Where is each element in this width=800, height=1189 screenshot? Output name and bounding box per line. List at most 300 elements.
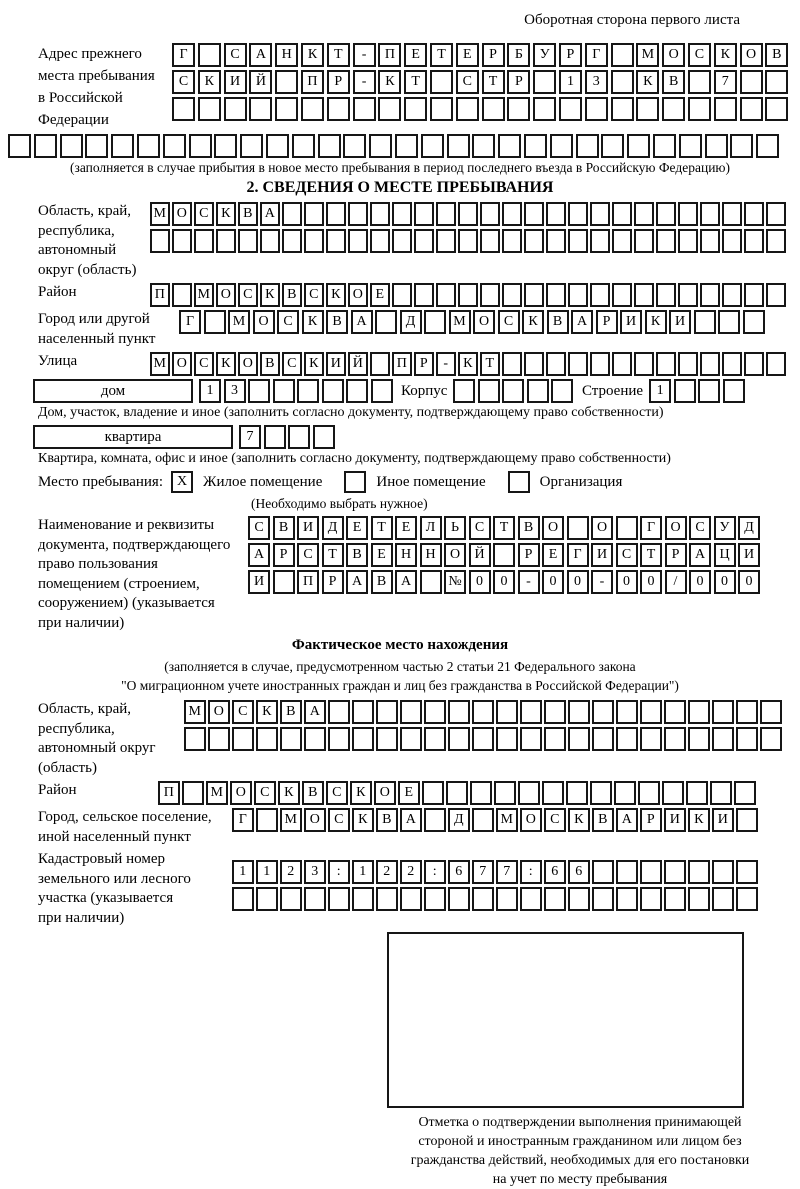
char-box[interactable]: И	[591, 543, 613, 567]
char-box[interactable]	[376, 887, 398, 911]
char-box[interactable]: В	[547, 310, 569, 334]
char-box[interactable]: К	[198, 70, 221, 94]
char-box[interactable]	[318, 134, 341, 158]
char-box[interactable]	[328, 727, 350, 751]
char-box[interactable]	[447, 134, 470, 158]
char-box[interactable]	[424, 887, 446, 911]
checkbox-organization[interactable]	[508, 471, 530, 493]
char-box[interactable]	[612, 229, 632, 253]
char-box[interactable]	[376, 727, 398, 751]
char-box[interactable]: Л	[420, 516, 442, 540]
char-box[interactable]: В	[273, 516, 295, 540]
char-box[interactable]	[592, 700, 614, 724]
char-box[interactable]: М	[280, 808, 302, 832]
char-box[interactable]: А	[689, 543, 711, 567]
char-box[interactable]: С	[232, 700, 254, 724]
char-box[interactable]: Б	[507, 43, 530, 67]
char-box[interactable]	[458, 229, 478, 253]
char-box[interactable]: П	[158, 781, 180, 805]
char-box[interactable]	[420, 570, 442, 594]
char-box[interactable]	[520, 727, 542, 751]
char-box[interactable]: 7	[714, 70, 737, 94]
char-box[interactable]	[568, 229, 588, 253]
char-box[interactable]: Й	[249, 70, 272, 94]
char-box[interactable]	[686, 781, 708, 805]
char-box[interactable]: С	[277, 310, 299, 334]
char-box[interactable]	[616, 887, 638, 911]
char-box[interactable]	[280, 887, 302, 911]
char-box[interactable]	[502, 379, 524, 403]
char-box[interactable]: О	[304, 808, 326, 832]
char-box[interactable]	[224, 97, 247, 121]
char-box[interactable]: Р	[665, 543, 687, 567]
char-box[interactable]: Ц	[714, 543, 736, 567]
char-box[interactable]	[736, 727, 758, 751]
char-box[interactable]	[328, 887, 350, 911]
char-box[interactable]: П	[297, 570, 319, 594]
char-box[interactable]: С	[194, 202, 214, 226]
char-box[interactable]: С	[689, 516, 711, 540]
char-box[interactable]: Г	[567, 543, 589, 567]
char-box[interactable]	[172, 229, 192, 253]
char-box[interactable]: О	[591, 516, 613, 540]
char-box[interactable]	[698, 379, 720, 403]
char-box[interactable]: Н	[275, 43, 298, 67]
char-box[interactable]	[524, 352, 544, 376]
char-box[interactable]	[370, 229, 390, 253]
char-box[interactable]	[507, 97, 530, 121]
char-box[interactable]	[638, 781, 660, 805]
char-box[interactable]: А	[571, 310, 593, 334]
char-box[interactable]	[266, 134, 289, 158]
char-box[interactable]	[590, 352, 610, 376]
char-box[interactable]	[688, 700, 710, 724]
char-box[interactable]: С	[328, 808, 350, 832]
char-box[interactable]: О	[216, 283, 236, 307]
char-box[interactable]	[282, 229, 302, 253]
char-box[interactable]	[611, 97, 634, 121]
char-box[interactable]	[60, 134, 83, 158]
char-box[interactable]	[502, 283, 522, 307]
char-box[interactable]: 7	[496, 860, 518, 884]
char-box[interactable]	[765, 70, 788, 94]
char-box[interactable]	[304, 727, 326, 751]
char-box[interactable]: Т	[493, 516, 515, 540]
char-box[interactable]	[392, 202, 412, 226]
char-box[interactable]	[568, 887, 590, 911]
char-box[interactable]	[611, 43, 634, 67]
char-box[interactable]	[8, 134, 31, 158]
char-box[interactable]	[744, 202, 764, 226]
char-box[interactable]: М	[150, 352, 170, 376]
char-box[interactable]	[352, 887, 374, 911]
char-box[interactable]	[640, 860, 662, 884]
char-box[interactable]: Т	[482, 70, 505, 94]
char-box[interactable]: В	[238, 202, 258, 226]
char-box[interactable]	[634, 202, 654, 226]
char-box[interactable]: -	[436, 352, 456, 376]
char-box[interactable]	[348, 202, 368, 226]
char-box[interactable]	[527, 379, 549, 403]
char-box[interactable]: В	[765, 43, 788, 67]
char-box[interactable]	[611, 70, 634, 94]
char-box[interactable]	[414, 229, 434, 253]
char-box[interactable]: Р	[482, 43, 505, 67]
char-box[interactable]: 7	[239, 425, 261, 449]
char-box[interactable]: К	[301, 43, 324, 67]
char-box[interactable]	[494, 781, 516, 805]
char-box[interactable]	[472, 887, 494, 911]
char-box[interactable]	[85, 134, 108, 158]
char-box[interactable]	[743, 310, 765, 334]
char-box[interactable]	[653, 134, 676, 158]
char-box[interactable]	[280, 727, 302, 751]
char-box[interactable]	[533, 97, 556, 121]
char-box[interactable]	[352, 727, 374, 751]
char-box[interactable]: :	[328, 860, 350, 884]
char-box[interactable]: С	[688, 43, 711, 67]
char-box[interactable]: Т	[404, 70, 427, 94]
char-box[interactable]	[576, 134, 599, 158]
char-box[interactable]: В	[518, 516, 540, 540]
char-box[interactable]	[328, 700, 350, 724]
char-box[interactable]	[627, 134, 650, 158]
checkbox-other-premises[interactable]	[344, 471, 366, 493]
char-box[interactable]	[208, 727, 230, 751]
char-box[interactable]: И	[712, 808, 734, 832]
char-box[interactable]	[189, 134, 212, 158]
char-box[interactable]: П	[392, 352, 412, 376]
char-box[interactable]: 1	[352, 860, 374, 884]
char-box[interactable]: Т	[371, 516, 393, 540]
char-box[interactable]	[544, 727, 566, 751]
char-box[interactable]: Р	[273, 543, 295, 567]
char-box[interactable]	[256, 887, 278, 911]
char-box[interactable]: Е	[398, 781, 420, 805]
char-box[interactable]: Г	[232, 808, 254, 832]
char-box[interactable]	[656, 283, 676, 307]
char-box[interactable]	[546, 283, 566, 307]
char-box[interactable]	[458, 283, 478, 307]
char-box[interactable]: О	[542, 516, 564, 540]
char-box[interactable]	[348, 229, 368, 253]
char-box[interactable]	[448, 887, 470, 911]
char-box[interactable]: -	[353, 70, 376, 94]
char-box[interactable]	[612, 283, 632, 307]
char-box[interactable]	[414, 283, 434, 307]
char-box[interactable]	[678, 352, 698, 376]
char-box[interactable]: О	[172, 352, 192, 376]
char-box[interactable]	[448, 700, 470, 724]
char-box[interactable]: П	[150, 283, 170, 307]
char-box[interactable]	[392, 229, 412, 253]
char-box[interactable]: 3	[304, 860, 326, 884]
char-box[interactable]: В	[376, 808, 398, 832]
char-box[interactable]	[568, 202, 588, 226]
char-box[interactable]	[612, 352, 632, 376]
char-box[interactable]: И	[224, 70, 247, 94]
char-box[interactable]: С	[616, 543, 638, 567]
char-box[interactable]: О	[662, 43, 685, 67]
char-box[interactable]: 0	[542, 570, 564, 594]
char-box[interactable]	[304, 202, 324, 226]
char-box[interactable]: -	[591, 570, 613, 594]
char-box[interactable]	[353, 97, 376, 121]
char-box[interactable]	[326, 229, 346, 253]
char-box[interactable]: -	[353, 43, 376, 67]
char-box[interactable]: О	[172, 202, 192, 226]
char-box[interactable]	[496, 700, 518, 724]
char-box[interactable]	[546, 202, 566, 226]
char-box[interactable]: С	[304, 283, 324, 307]
char-box[interactable]	[544, 887, 566, 911]
char-box[interactable]	[590, 229, 610, 253]
char-box[interactable]	[436, 283, 456, 307]
char-box[interactable]	[264, 425, 286, 449]
char-box[interactable]	[679, 134, 702, 158]
char-box[interactable]	[688, 70, 711, 94]
char-box[interactable]: 2	[376, 860, 398, 884]
char-box[interactable]: Г	[172, 43, 195, 67]
char-box[interactable]: Р	[559, 43, 582, 67]
char-box[interactable]	[678, 283, 698, 307]
char-box[interactable]	[592, 887, 614, 911]
char-box[interactable]	[370, 352, 390, 376]
char-box[interactable]	[765, 97, 788, 121]
char-box[interactable]: О	[253, 310, 275, 334]
char-box[interactable]: К	[522, 310, 544, 334]
char-box[interactable]: П	[301, 70, 324, 94]
char-box[interactable]	[371, 379, 393, 403]
char-box[interactable]	[656, 202, 676, 226]
char-box[interactable]: О	[348, 283, 368, 307]
char-box[interactable]: К	[636, 70, 659, 94]
char-box[interactable]	[430, 70, 453, 94]
char-box[interactable]	[736, 887, 758, 911]
char-box[interactable]	[760, 700, 782, 724]
char-box[interactable]	[482, 97, 505, 121]
char-box[interactable]	[734, 781, 756, 805]
char-box[interactable]: А	[304, 700, 326, 724]
char-box[interactable]: 0	[738, 570, 760, 594]
char-box[interactable]: И	[297, 516, 319, 540]
char-box[interactable]	[458, 202, 478, 226]
char-box[interactable]	[688, 887, 710, 911]
char-box[interactable]: 1	[232, 860, 254, 884]
char-box[interactable]	[712, 860, 734, 884]
char-box[interactable]	[736, 808, 758, 832]
char-box[interactable]: Т	[430, 43, 453, 67]
char-box[interactable]	[448, 727, 470, 751]
char-box[interactable]	[546, 229, 566, 253]
char-box[interactable]: О	[444, 543, 466, 567]
char-box[interactable]: :	[520, 860, 542, 884]
char-box[interactable]	[111, 134, 134, 158]
char-box[interactable]: Т	[327, 43, 350, 67]
char-box[interactable]: О	[473, 310, 495, 334]
char-box[interactable]: Р	[327, 70, 350, 94]
char-box[interactable]	[472, 700, 494, 724]
char-box[interactable]	[614, 781, 636, 805]
char-box[interactable]	[640, 887, 662, 911]
char-box[interactable]	[524, 229, 544, 253]
char-box[interactable]	[343, 134, 366, 158]
char-box[interactable]	[400, 700, 422, 724]
char-box[interactable]	[249, 97, 272, 121]
char-box[interactable]	[712, 727, 734, 751]
char-box[interactable]: М	[194, 283, 214, 307]
char-box[interactable]	[137, 134, 160, 158]
char-box[interactable]	[766, 283, 786, 307]
char-box[interactable]: К	[568, 808, 590, 832]
char-box[interactable]	[446, 781, 468, 805]
char-box[interactable]	[493, 543, 515, 567]
char-box[interactable]: К	[216, 352, 236, 376]
char-box[interactable]: С	[544, 808, 566, 832]
char-box[interactable]	[756, 134, 779, 158]
char-box[interactable]: Н	[420, 543, 442, 567]
char-box[interactable]	[590, 202, 610, 226]
char-box[interactable]	[700, 352, 720, 376]
char-box[interactable]: Е	[542, 543, 564, 567]
char-box[interactable]	[550, 134, 573, 158]
char-box[interactable]	[326, 202, 346, 226]
char-box[interactable]: С	[172, 70, 195, 94]
char-box[interactable]	[232, 727, 254, 751]
char-box[interactable]	[248, 379, 270, 403]
char-box[interactable]	[616, 727, 638, 751]
char-box[interactable]	[301, 97, 324, 121]
char-box[interactable]	[662, 781, 684, 805]
char-box[interactable]: А	[346, 570, 368, 594]
char-box[interactable]	[722, 229, 742, 253]
char-box[interactable]	[760, 727, 782, 751]
char-box[interactable]: Д	[400, 310, 422, 334]
char-box[interactable]	[544, 700, 566, 724]
char-box[interactable]	[740, 70, 763, 94]
char-box[interactable]	[376, 700, 398, 724]
char-box[interactable]	[656, 229, 676, 253]
char-box[interactable]	[313, 425, 335, 449]
char-box[interactable]: С	[456, 70, 479, 94]
char-box[interactable]	[400, 887, 422, 911]
char-box[interactable]	[714, 97, 737, 121]
char-box[interactable]: И	[248, 570, 270, 594]
char-box[interactable]	[520, 700, 542, 724]
char-box[interactable]: М	[206, 781, 228, 805]
char-box[interactable]	[634, 352, 654, 376]
char-box[interactable]	[662, 97, 685, 121]
char-box[interactable]	[712, 700, 734, 724]
char-box[interactable]	[424, 700, 446, 724]
char-box[interactable]: И	[738, 543, 760, 567]
char-box[interactable]	[400, 727, 422, 751]
char-box[interactable]	[568, 727, 590, 751]
char-box[interactable]: 6	[448, 860, 470, 884]
char-box[interactable]	[232, 887, 254, 911]
char-box[interactable]	[566, 781, 588, 805]
char-box[interactable]	[256, 727, 278, 751]
char-box[interactable]: Й	[348, 352, 368, 376]
char-box[interactable]	[404, 97, 427, 121]
char-box[interactable]	[346, 379, 368, 403]
char-box[interactable]	[559, 97, 582, 121]
char-box[interactable]: С	[238, 283, 258, 307]
char-box[interactable]	[601, 134, 624, 158]
char-box[interactable]	[722, 283, 742, 307]
char-box[interactable]: Г	[179, 310, 201, 334]
char-box[interactable]	[352, 700, 374, 724]
char-box[interactable]: М	[636, 43, 659, 67]
char-box[interactable]: С	[194, 352, 214, 376]
char-box[interactable]: А	[616, 808, 638, 832]
char-box[interactable]	[723, 379, 745, 403]
char-box[interactable]: К	[352, 808, 374, 832]
char-box[interactable]: К	[302, 310, 324, 334]
char-box[interactable]	[640, 727, 662, 751]
char-box[interactable]: А	[248, 543, 270, 567]
char-box[interactable]	[520, 887, 542, 911]
char-box[interactable]	[172, 97, 195, 121]
char-box[interactable]: 2	[280, 860, 302, 884]
char-box[interactable]	[674, 379, 696, 403]
char-box[interactable]	[533, 70, 556, 94]
char-box[interactable]	[282, 202, 302, 226]
char-box[interactable]: 1	[649, 379, 671, 403]
char-box[interactable]	[722, 202, 742, 226]
char-box[interactable]	[216, 229, 236, 253]
char-box[interactable]: Е	[456, 43, 479, 67]
char-box[interactable]	[288, 425, 310, 449]
char-box[interactable]	[395, 134, 418, 158]
char-box[interactable]	[214, 134, 237, 158]
char-box[interactable]	[700, 229, 720, 253]
char-box[interactable]	[456, 97, 479, 121]
char-box[interactable]: С	[248, 516, 270, 540]
char-box[interactable]: №	[444, 570, 466, 594]
char-box[interactable]	[590, 781, 612, 805]
char-box[interactable]	[678, 202, 698, 226]
char-box[interactable]	[273, 379, 295, 403]
char-box[interactable]: И	[620, 310, 642, 334]
char-box[interactable]: К	[304, 352, 324, 376]
char-box[interactable]: К	[714, 43, 737, 67]
char-box[interactable]	[518, 781, 540, 805]
char-box[interactable]	[664, 727, 686, 751]
char-box[interactable]	[700, 202, 720, 226]
char-box[interactable]	[616, 860, 638, 884]
char-box[interactable]: 7	[472, 860, 494, 884]
char-box[interactable]: А	[395, 570, 417, 594]
char-box[interactable]: Е	[371, 543, 393, 567]
char-box[interactable]	[182, 781, 204, 805]
char-box[interactable]	[766, 229, 786, 253]
char-box[interactable]	[664, 860, 686, 884]
char-box[interactable]: Р	[518, 543, 540, 567]
char-box[interactable]: К	[458, 352, 478, 376]
char-box[interactable]: К	[278, 781, 300, 805]
char-box[interactable]: О	[208, 700, 230, 724]
char-box[interactable]: С	[224, 43, 247, 67]
char-box[interactable]	[150, 229, 170, 253]
char-box[interactable]	[678, 229, 698, 253]
char-box[interactable]: Е	[346, 516, 368, 540]
char-box[interactable]: О	[374, 781, 396, 805]
char-box[interactable]	[470, 781, 492, 805]
char-box[interactable]: 0	[714, 570, 736, 594]
char-box[interactable]: 3	[585, 70, 608, 94]
char-box[interactable]	[275, 97, 298, 121]
